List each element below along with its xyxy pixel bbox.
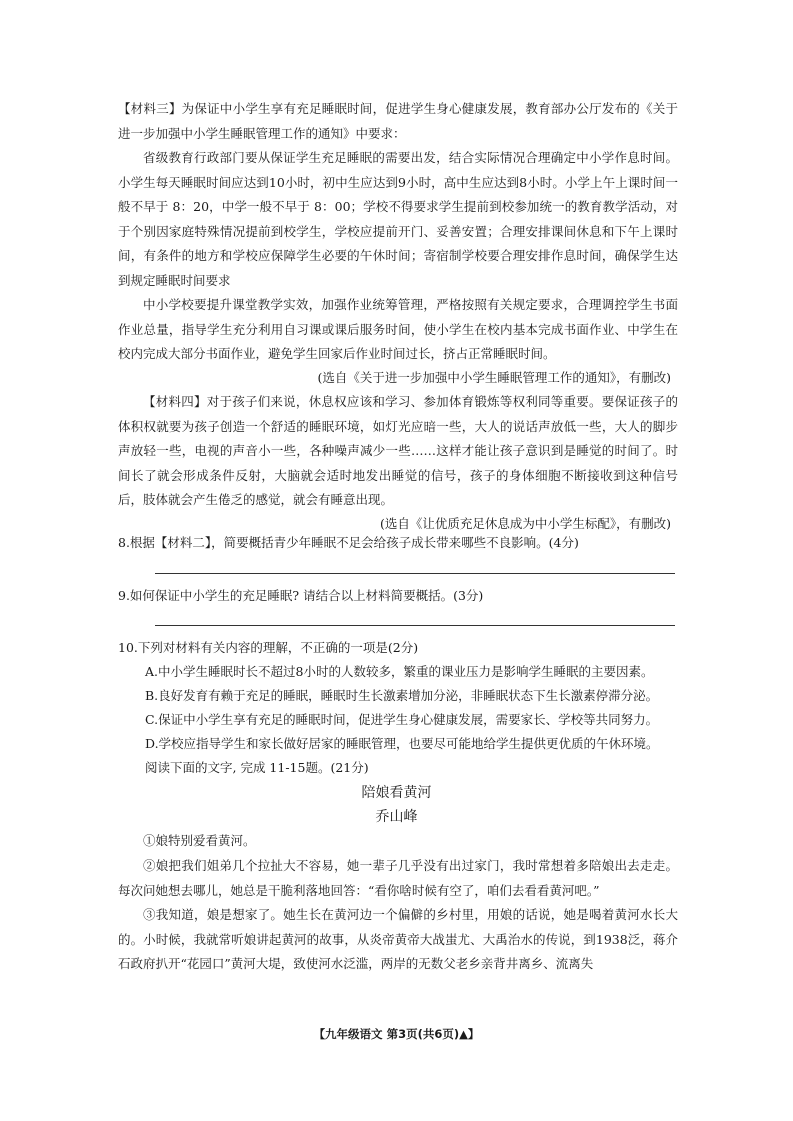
article-paragraph-3: ③我知道，娘是想家了。她生长在黄河边一个偏僻的乡村里，用娘的话说，她是喝着黄河水长大的。小时候，我就常听娘讲起黄河的故事，从炎帝黄帝大战蚩尤、大禹治水的传说，到1938泛，蒋介石政府扒开“花园口”黄河大堤，致使河水泛滥，两岸的无数父老乡亲背井离乡、流离失 bbox=[118, 907, 678, 971]
article-author: 乔山峰 bbox=[375, 809, 418, 825]
q10-option-a: A.中小学生睡眠时长不超过8小时的人数较多，繁重的课业压力是影响学生睡眠的主要因素。 bbox=[145, 664, 654, 679]
page-footer: 【九年级语文 第3页(共6页)▲】 bbox=[313, 1027, 480, 1041]
answer-line-8[interactable] bbox=[155, 573, 675, 574]
article-paragraph-1: ①娘特别爱看黄河。 bbox=[143, 833, 256, 848]
article-paragraph-2: ②娘把我们姐弟几个拉扯大不容易，她一辈子几乎没有出过家门，我时常想着多陪娘出去走走。每次问她想去哪儿，她总是干脆利落地回答：“看你啥时候有空了，咱们去看看黄河吧。” bbox=[118, 858, 678, 898]
material3-para2: 省级教育行政部门要从保证学生充足睡眠的需要出发，结合实际情况合理确定中小学作息时间。小学生每天睡眠时间应达到10小时，初中生应达到9小时，高中生应达到8小时。小学上午上课时间一般不早于 8：20，中学一般不早于 8：00；学校不得要求学生提前到校参加统一的教育教学活动，对于个别因家庭特殊情况提前到校学生，学校应提前开门、妥善安置；合理安排课间休息和下午上课时间，有条件的地方和学校应保障学生必要的午休时间；寄宿制学校要合理安排作息时间，确保学生达到规定睡眠时间要求 bbox=[118, 150, 678, 288]
reading-intro: 阅读下面的文字, 完成 11-15题。(21分) bbox=[145, 760, 369, 775]
question-10: 10.下列对材料有关内容的理解，不正确的一项是(2分) bbox=[118, 640, 419, 655]
question-9: 9.如何保证中小学生的充足睡眠? 请结合以上材料简要概括。(3分) bbox=[118, 588, 484, 603]
material3-source: (选自《关于进一步加强中小学生睡眠管理工作的通知》，有删改) bbox=[317, 370, 671, 385]
material3-para3: 中小学校要提升课堂教学实效，加强作业统筹管理，严格按照有关规定要求，合理调控学生书面作业总量，指导学生充分利用自习课或课后服务时间，使小学生在校内基本完成书面作业、中学生在校内完成大部分书面作业，避免学生回家后作业时间过长，挤占正常睡眠时间。 bbox=[118, 297, 678, 361]
answer-line-9[interactable] bbox=[155, 625, 675, 626]
material4-para: 【材料四】对于孩子们来说，休息权应该和学习、参加体育锻炼等权利同等重要。要保证孩子的体积权就要为孩子创造一个舒适的睡眠环境，如灯光应暗一些，大人的说话声放低一些，大人的脚步声放轻一些，电视的声音小一些，各种噪声减少一些……这样才能让孩子意识到是睡觉的时间了。时间长了就会形成条件反射，大脑就会适时地发出睡觉的信号，孩子的身体细胞不断接收到这种信号后，肢体就会产生倦乏的感觉，就会有睡意出现。 bbox=[118, 394, 678, 507]
q10-option-d: D.学校应指导学生和家长做好居家的睡眠管理，也要尽可能地给学生提供更优质的午休环境。 bbox=[145, 736, 659, 751]
material4-source: (选自《让优质充足休息成为中小学生标配》，有删改) bbox=[379, 516, 671, 531]
q10-option-c: C.保证中小学生享有充足的睡眠时间，促进学生身心健康发展，需要家长、学校等共同努力。 bbox=[145, 712, 659, 727]
question-8: 8.根据【材料二】，简要概括青少年睡眠不足会给孩子成长带来哪些不良影响。(4分) bbox=[118, 535, 579, 550]
q10-option-b: B.良好发育有赖于充足的睡眠，睡眠时生长激素增加分泌，非睡眠状态下生长激素停滞分泌。 bbox=[145, 688, 659, 703]
material3-para1: 【材料三】为保证中小学生享有充足睡眠时间，促进学生身心健康发展，教育部办公厅发布的《关于进一步加强中小学生睡眠管理工作的通知》中要求： bbox=[118, 101, 678, 141]
article-title: 陪娘看黄河 bbox=[361, 785, 432, 801]
